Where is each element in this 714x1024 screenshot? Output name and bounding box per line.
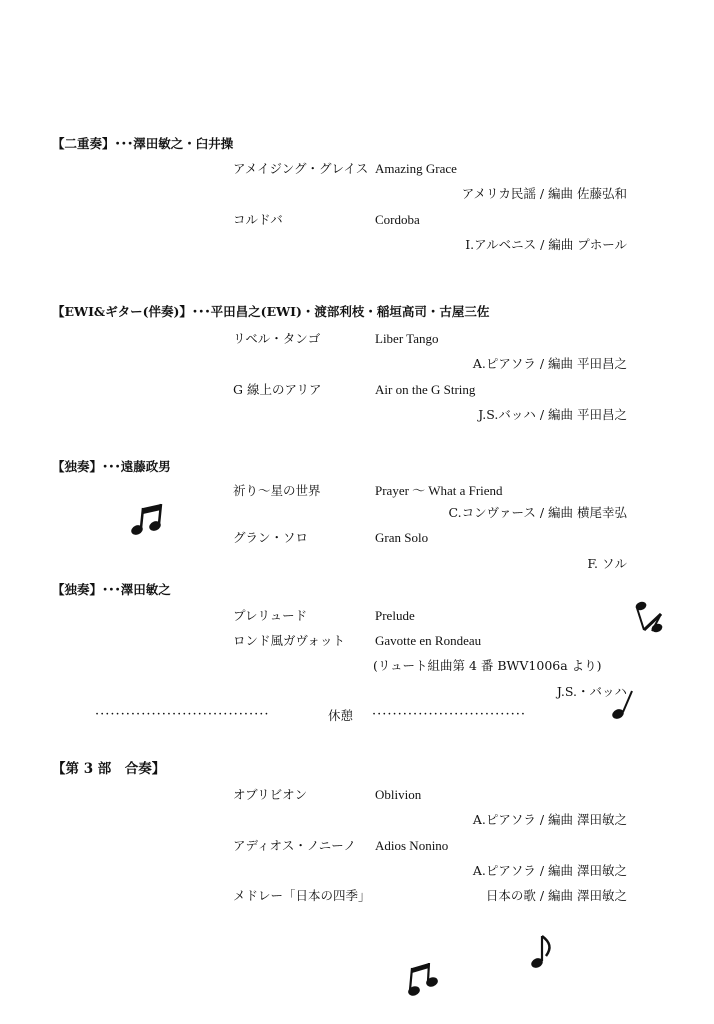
piece-title-jp: コルドバ (233, 212, 283, 227)
piece-credit: A.ピアソラ / 編曲 澤田敏之 (472, 812, 627, 827)
piece-credit: A.ピアソラ / 編曲 平田昌之 (472, 356, 627, 371)
piece-credit: J.S.バッハ / 編曲 平田昌之 (478, 407, 627, 422)
intermission-dots-right: ······························ (372, 707, 526, 722)
piece-title-en: Amazing Grace (375, 161, 457, 176)
beamed-notes-icon (632, 598, 666, 638)
piece-title-jp: プレリュード (233, 608, 308, 623)
intermission-dots-left: ·································· (95, 707, 270, 722)
eighth-note-icon (610, 688, 636, 722)
piece-credit: A.ピアソラ / 編曲 澤田敏之 (472, 863, 627, 878)
section-header-ewi: 【EWI&ギター(伴奏)】･･･平田昌之(EWI)・渡部利枝・稲垣高司・古屋三佐 (52, 304, 490, 319)
piece-title-jp: リベル・タンゴ (233, 331, 321, 346)
piece-title-jp: アディオス・ノニーノ (233, 838, 357, 853)
piece-credit: F. ソル (587, 556, 627, 571)
eighth-note-icon (528, 932, 554, 972)
piece-credit: I.アルベニス / 編曲 プホール (465, 237, 627, 252)
piece-title-jp: 祈り～星の世界 (233, 483, 321, 498)
piece-credit: アメリカ民謡 / 編曲 佐藤弘和 (461, 186, 627, 201)
piece-title-en: Oblivion (375, 787, 422, 802)
piece-title-en: Prayer ～ What a Friend (375, 483, 503, 498)
piece-title-en: Air on the G String (375, 382, 476, 397)
piece-title-en: Cordoba (375, 212, 420, 227)
section-header-solo-sawada: 【独奏】･･･澤田敏之 (52, 582, 171, 597)
piece-title-en: Adios Nonino (375, 838, 449, 853)
piece-title-en: Liber Tango (375, 331, 439, 346)
section-header-solo-endo: 【独奏】･･･遠藤政男 (52, 459, 171, 474)
piece-credit: J.S.・バッハ (556, 684, 627, 699)
section-header-duet: 【二重奏】･･･澤田敏之・臼井操 (52, 136, 234, 151)
beamed-notes-icon (128, 500, 168, 540)
intermission-label: 休憩 (328, 708, 354, 723)
piece-title-jp: ロンド風ガヴォット (233, 633, 346, 648)
piece-title-en: Gavotte en Rondeau (375, 633, 482, 648)
piece-title-jp: メドレー「日本の四季」 (233, 888, 371, 903)
piece-title-en: Prelude (375, 608, 415, 623)
piece-title-jp: G 線上のアリア (233, 382, 322, 397)
piece-subtitle: (リュート組曲第 4 番 BWV1006a より) (373, 658, 602, 673)
beamed-notes-icon (404, 960, 444, 1000)
piece-title-jp: オブリビオン (233, 787, 308, 802)
piece-credit: C.コンヴァース / 編曲 横尾幸弘 (448, 505, 627, 520)
piece-title-jp: グラン・ソロ (233, 530, 309, 545)
piece-title-en: Gran Solo (375, 530, 429, 545)
piece-title-jp: アメイジング・グレイス (233, 161, 369, 176)
part3-header: 【第 3 部 合奏】 (52, 761, 166, 777)
piece-credit: 日本の歌 / 編曲 澤田敏之 (485, 888, 627, 903)
